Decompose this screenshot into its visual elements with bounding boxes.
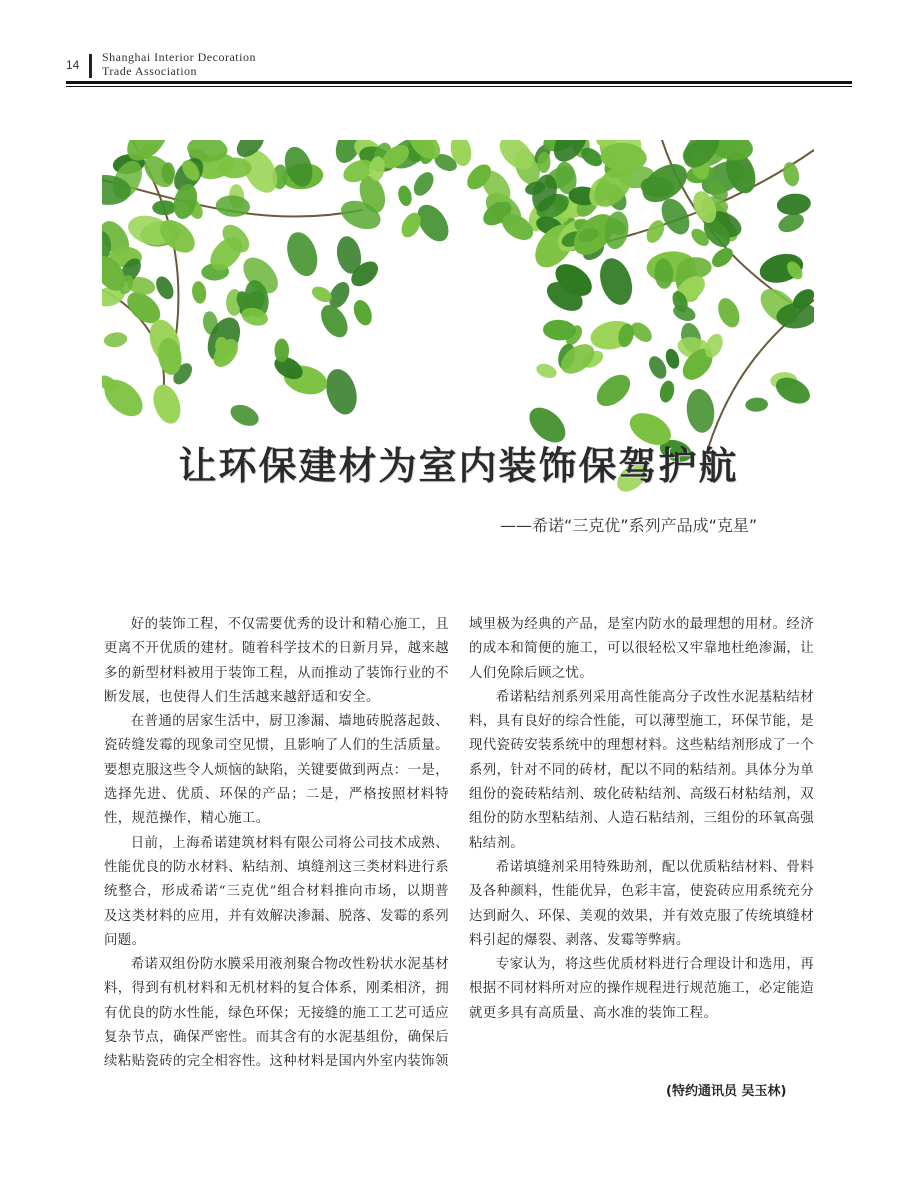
left-column bbox=[104, 613, 449, 1075]
right-column bbox=[469, 613, 814, 1026]
header-divider-bar bbox=[89, 54, 92, 78]
article-title: 让环保建材为室内装饰保驾护航 bbox=[178, 443, 739, 488]
paragraph-continued: 域里极为经典的产品，是室内防水的最理想的用材。经济的成本和简便的施工，可以很轻松又牢靠地杜绝渗漏，让人们免除后顾之忧。 bbox=[469, 617, 814, 681]
article-subtitle: ——希诺“三克优”系列产品成“克星” bbox=[500, 516, 758, 535]
paragraph: 希诺填缝剂采用特殊助剂，配以优质粘结材料、骨料及各种颜料，性能优异，色彩丰富，使瓷砖应用系统充分达到耐久、环保、美观的效果，并有效克服了传统填缝材料引起的爆裂、剥落、发霉等弊病。 bbox=[469, 859, 814, 948]
paragraph: 好的装饰工程，不仅需要优秀的设计和精心施工，且更离不开优质的建材。随着科学技术的日新月异，越来越多的新型材料被用于装饰工程，从而推动了装饰行业的不断发展，也使得人们生活越来越舒适和安全。 bbox=[104, 617, 449, 705]
publisher-line-1: Shanghai Interior Decoration bbox=[102, 50, 256, 64]
author-byline: (特约通讯员 吴玉林) bbox=[666, 1084, 787, 1099]
paragraph: 希诺粘结剂系列采用高性能高分子改性水泥基粘结材料，具有良好的综合性能，可以薄型施工，环保节能，是现代瓷砖安装系统中的理想材料。这些粘结剂形成了一个系列，针对不同的砖材，配以不同的粘结剂。具体分为单组份的瓷砖粘结剂、玻化砖粘结剂、高级石材粘结剂，双组份的防水型粘结剂、人造石粘结剂，三组份的环氧高强粘结剂。 bbox=[469, 689, 814, 851]
page-number: 14 bbox=[66, 58, 80, 72]
paragraph: 日前，上海希诺建筑材料有限公司将公司技术成熟、性能优良的防水材料、粘结剂、填缝剂这三类材料进行系统整合，形成希诺“三克优”组合材料推向市场，以期普及这类材料的应用，并有效解决渗漏、脱落、发霉的系列问题。 bbox=[104, 835, 449, 948]
paragraph: 专家认为，将这些优质材料进行合理设计和选用，再根据不同材料所对应的操作规程进行规范施工，必定能造就更多具有高质量、高水准的装饰工程。 bbox=[469, 957, 814, 1021]
page-header bbox=[0, 0, 917, 95]
publisher-line-2: Trade Association bbox=[102, 64, 198, 78]
header-rule-thin bbox=[66, 86, 852, 87]
publisher-name bbox=[102, 50, 256, 78]
header-rule-thick bbox=[66, 81, 852, 84]
paragraph: 在普通的居家生活中，厨卫渗漏、墙地砖脱落起鼓、瓷砖缝发霉的现象司空见惯，且影响了人们的生活质量。要想克服这些令人烦恼的缺陷，关键要做到两点：一是，选择先进、优质、环保的产品；二是，严格按照材料特性，规范操作，精心施工。 bbox=[104, 714, 449, 827]
paragraph: 希诺双组份防水膜采用液剂聚合物改性粉状水泥基材料，得到有机材料和无机材料的复合体系，刚柔相济，拥有优良的防水性能，绿色环保；无接缝的施工工艺可适应复杂节点，确保严密性。而其含有的水泥基组份，确保后续粘贴瓷砖的完全相容性。这种材料是国内外室内装饰领 bbox=[104, 957, 449, 1070]
